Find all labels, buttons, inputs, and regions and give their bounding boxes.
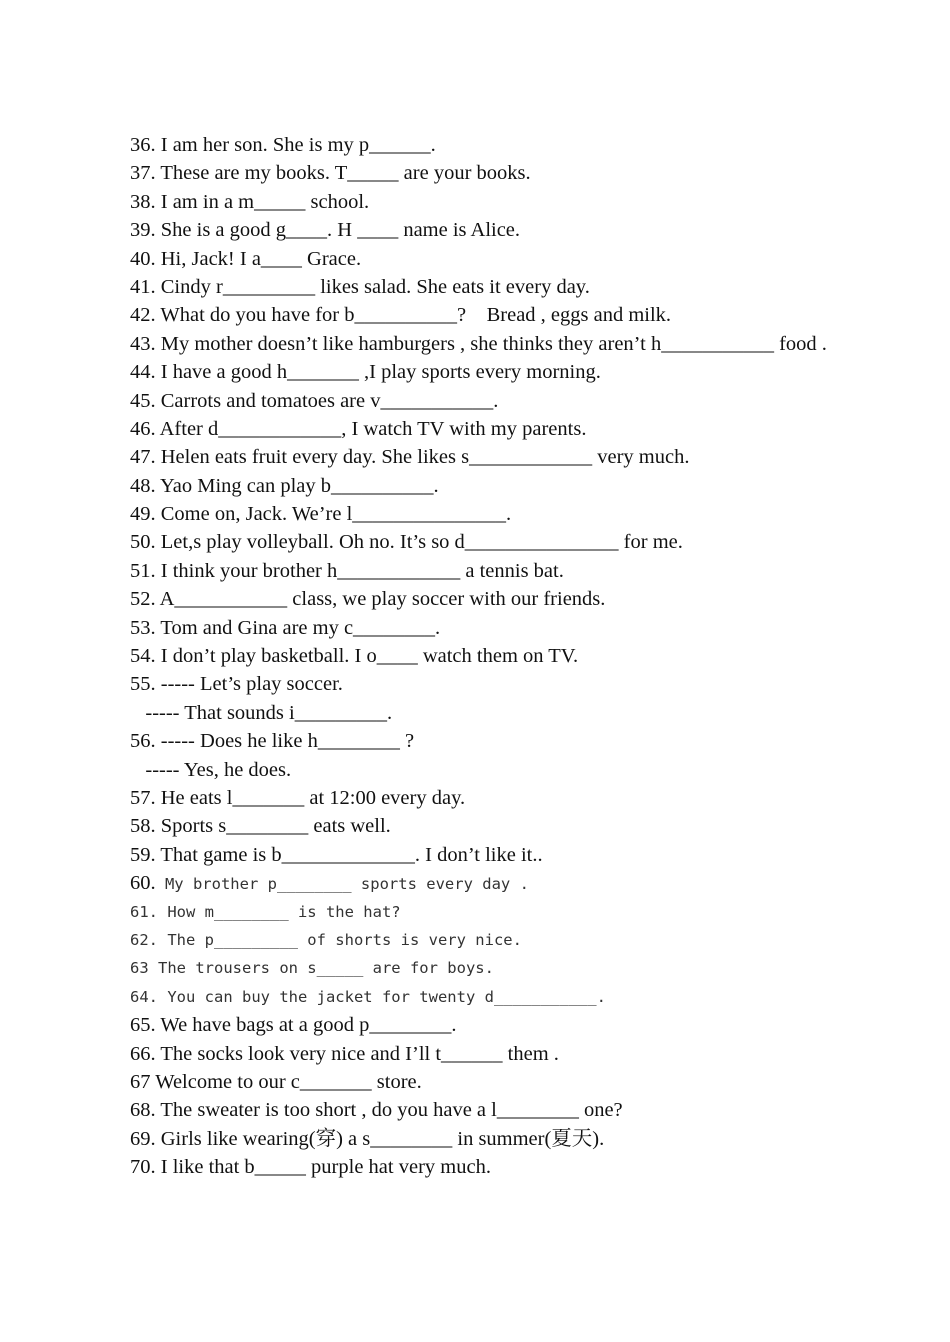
question-44: 44. I have a good h_______ ,I play sports every morning. (130, 361, 601, 384)
question-59: 59. That game is b_____________. I don’t like it.. (130, 843, 543, 866)
question-58: 58. Sports s________ eats well. (130, 815, 391, 838)
question-45: 45. Carrots and tomatoes are v___________. (130, 389, 499, 412)
question-69: 69. Girls like wearing(穿) a s________ in summer(夏天). (130, 1127, 605, 1150)
question-68: 68. The sweater is too short , do you have a l________ one? (130, 1099, 623, 1122)
question-51: 51. I think your brother h____________ a tennis bat. (130, 559, 564, 582)
question-47: 47. Helen eats fruit every day. She likes s____________ very much. (130, 446, 690, 469)
question-text: The trousers on s_____ are for boys. (148, 959, 494, 978)
question-text: How m________ is the hat? (158, 902, 401, 921)
question-67: 67 Welcome to our c_______ store. (130, 1070, 422, 1093)
question-56: 56. ----- Does he like h________ ? (130, 730, 415, 753)
question-53: 53. Tom and Gina are my c________. (130, 616, 441, 639)
question-50: 50. Let,s play volleyball. Oh no. It’s so d_______________ for me. (130, 531, 683, 554)
question-54: 54. I don’t play basketball. I o____ watch them on TV. (130, 645, 579, 668)
question-63 (130, 954, 830, 982)
question-number: 62. (130, 930, 158, 949)
question-70: 70. I like that b_____ purple hat very much. (130, 1156, 491, 1179)
question-38: 38. I am in a m_____ school. (130, 190, 370, 213)
question-56-answer: ----- Yes, he does. (130, 758, 292, 781)
question-37: 37. These are my books. T_____ are your books. (130, 162, 531, 185)
question-62 (130, 926, 830, 954)
question-57: 57. He eats l_______ at 12:00 every day. (130, 787, 466, 809)
question-number: 61. (130, 902, 158, 921)
question-52: 52. A___________ class, we play soccer with our friends. (130, 588, 606, 611)
question-number: 60. (130, 872, 156, 895)
question-41: 41. Cindy r_________ likes salad. She eats it every day. (130, 275, 590, 298)
question-40: 40. Hi, Jack! I a____ Grace. (130, 247, 362, 270)
question-55-answer: ----- That sounds i_________. (130, 701, 393, 724)
question-49: 49. Come on, Jack. We’re l_______________. (130, 503, 512, 526)
question-46: 46. After d____________, I watch TV with my parents. (130, 417, 587, 440)
question-number: 64. (130, 987, 158, 1006)
question-66: 66. The socks look very nice and I’ll t______ them . (130, 1042, 559, 1065)
question-number: 63 (130, 959, 149, 978)
question-55: 55. ----- Let’s play soccer. (130, 673, 343, 696)
question-48: 48. Yao Ming can play b__________. (130, 474, 439, 497)
question-39: 39. She is a good g____. H ____ name is Alice. (130, 219, 521, 242)
question-64 (130, 983, 830, 1011)
question-43: 43. My mother doesn’t like hamburgers , she thinks they aren’t h___________ food . (130, 332, 827, 355)
question-36: 36. I am her son. She is my p______. (130, 134, 436, 156)
question-60 (130, 869, 830, 897)
question-text: The p_________ of shorts is very nice. (158, 930, 522, 949)
worksheet-page (130, 131, 830, 1181)
question-65: 65. We have bags at a good p________. (130, 1014, 457, 1037)
question-42: 42. What do you have for b__________? Bread , eggs and milk. (130, 304, 672, 327)
question-text: My brother p________ sports every day . (155, 875, 529, 894)
question-61 (130, 898, 830, 926)
question-text: You can buy the jacket for twenty d___________. (158, 987, 606, 1006)
